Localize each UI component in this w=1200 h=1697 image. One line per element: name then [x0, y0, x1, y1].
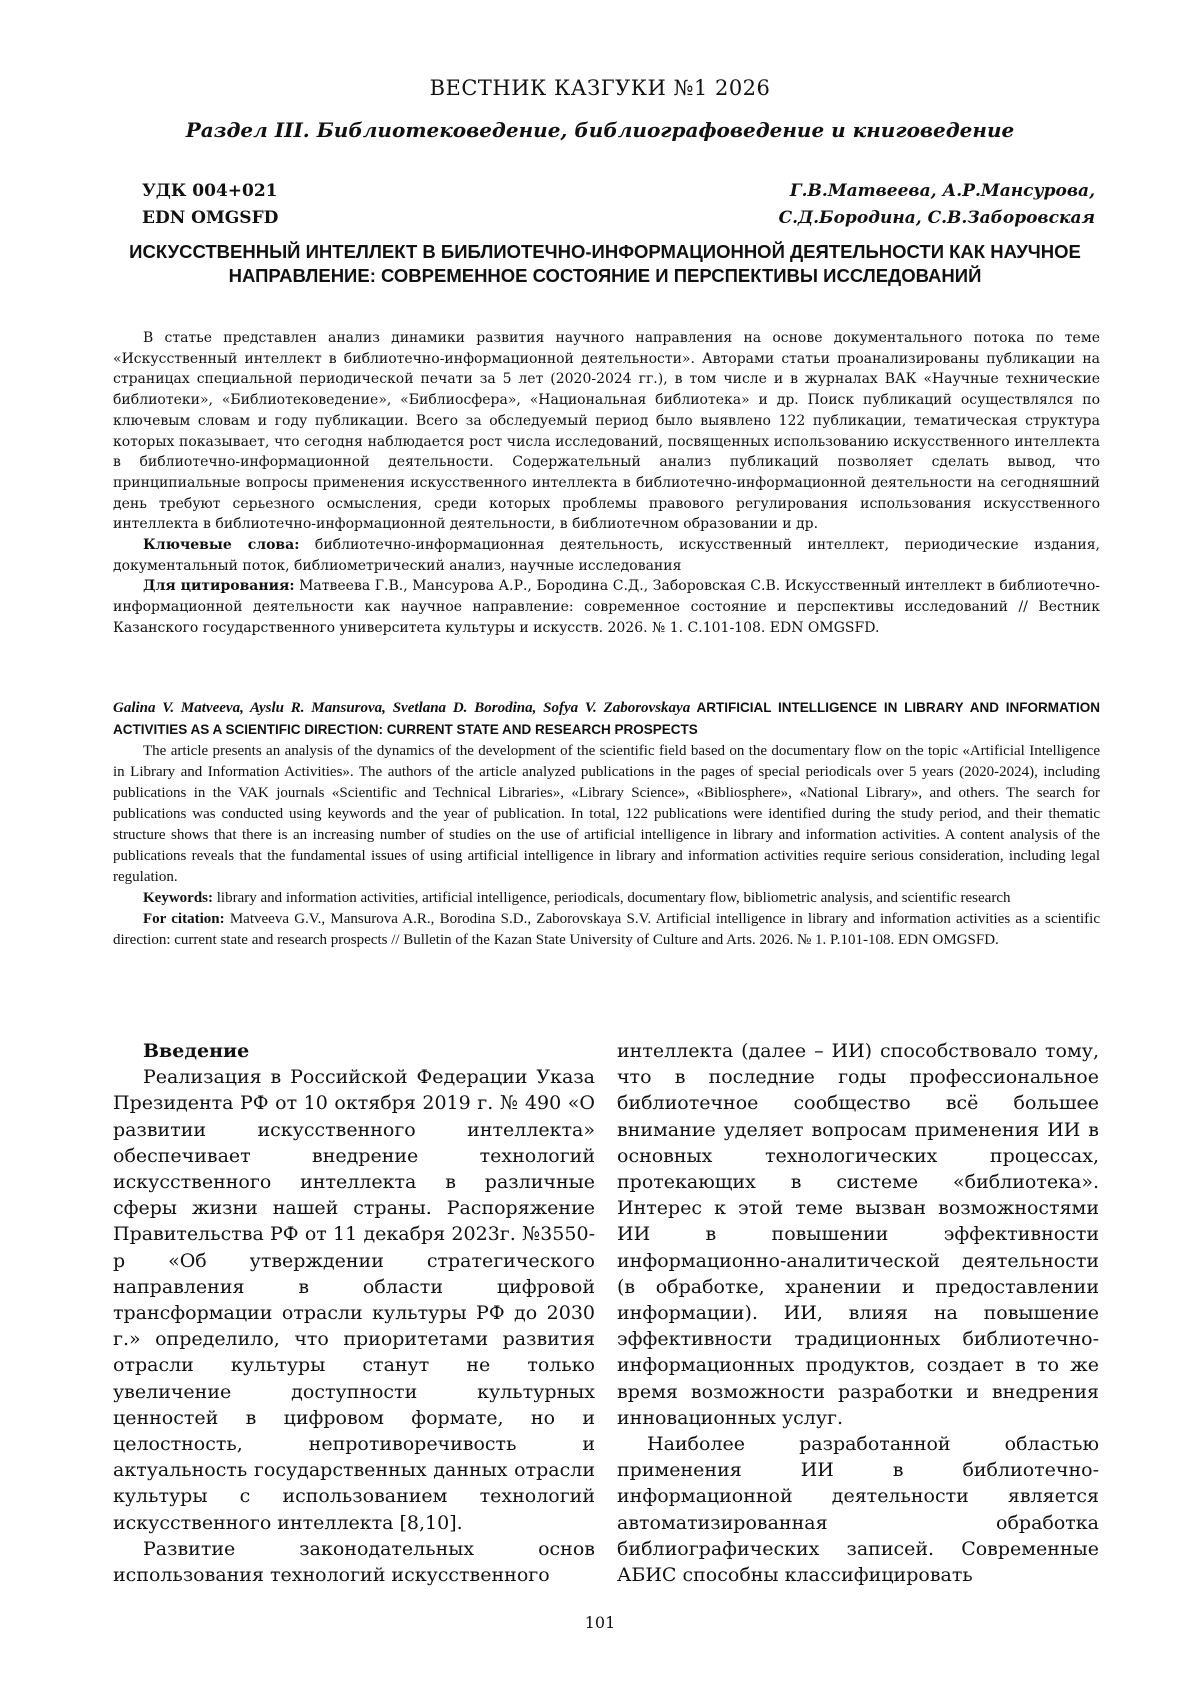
- body-paragraph: Реализация в Российской Федерации Указа Президента РФ от 10 октября 2019 г. № 490 «О развитии искусственного интеллекта» обеспечивает внедрение технологий искусственного интеллекта в различные сферы жизни нашей страны. Распоряжение Правительства РФ от 11 декабря 2023г. №3550-р «Об утверждении стратегического направления в области цифровой трансформации отрасли культуры РФ до 2030 г.» определило, что приоритетами развития отрасли культуры станут не только увеличение доступности культурных ценностей в цифровом формате, но и целостность, непротиворечивость и актуальность государственных данных отрасли культуры с использованием технологий искусственного интеллекта [8,10].: [113, 1066, 595, 1534]
- keywords-en: [113, 888, 1100, 909]
- author-list: [779, 178, 1095, 232]
- edn-code: EDN OMGSFD: [142, 208, 279, 228]
- authors-line-2: С.Д.Бородина, С.В.Заборовская: [778, 208, 1095, 228]
- keywords-ru-label: Ключевые слова:: [143, 537, 300, 554]
- authors-en: Galina V. Matveeva, Ayslu R. Mansurova, Svetlana D. Borodina, Sofya V. Zaborovskaya: [113, 700, 691, 716]
- title-en: ARTIFICIAL INTELLIGENCE IN LIBRARY AND INFORMATION ACTIVITIES AS A SCIENTIFIC DIRECTION: CURRENT STATE AND RESEARCH PROSPECTS: [113, 700, 1100, 737]
- keywords-ru: [113, 535, 1100, 576]
- body-paragraph: Наиболее разработанной областью применения ИИ в библиотечно-информационной деятельности является автоматизированная обработка библиографических записей. Современные АБИС способны классифицировать: [617, 1433, 1099, 1587]
- section-heading: Раздел III. Библиотековедение, библиографоведение и книговедение: [185, 118, 1015, 142]
- citation-en-text: Matveeva G.V., Mansurova A.R., Borodina S.D., Zaborovskaya S.V. Artificial intelligence in library and information activities as a scientific direction: current state and research prospects // Bulletin of the Kazan State University of Culture and Arts. 2026. № 1. P.101-108. EDN OMGSFD.: [113, 911, 1101, 948]
- keywords-ru-text: библиотечно-информационная деятельность, искусственный интеллект, периодические издания, документальный поток, библиометрический анализ, научные исследования: [113, 537, 1101, 574]
- keywords-en-text: library and information activities, artificial intelligence, periodicals, documentary flow, bibliometric analysis, and scientific research: [213, 890, 1011, 906]
- body-column-right: [617, 1038, 1099, 1588]
- article-title: ИСКУССТВЕННЫЙ ИНТЕЛЛЕКТ В БИБЛИОТЕЧНО-ИНФОРМАЦИОННОЙ ДЕЯТЕЛЬНОСТИ КАК НАУЧНОЕ НАПРАВЛЕНИЕ: СОВРЕМЕННОЕ СОСТОЯНИЕ И ПЕРСПЕКТИВЫ ИССЛЕДОВАНИЙ: [129, 241, 1081, 286]
- abstract-en: The article presents an analysis of the dynamics of the development of the scientific field based on the documentary flow on the topic «Artificial Intelligence in Library and Information Activities». The authors of the article analyzed publications in the pages of special periodicals over 5 years (2020-2024), including publications in the VAK journals «Scientific and Technical Libraries», «Library Science», «Bibliosphere», «National Library», and others. The search for publications was conducted using keywords and the year of publication. In total, 122 publications were identified during the study period, and their thematic structure shows that there is an increasing number of studies on the use of artificial intelligence in library and information activities. A content analysis of the publications reveals that the fundamental issues of using artificial intelligence in library and information activities require serious consideration, including legal regulation.: [113, 743, 1100, 885]
- article-identifiers: [142, 178, 278, 232]
- citation-ru-text: Матвеева Г.В., Мансурова А.Р., Бородина С.Д., Заборовская С.В. Искусственный интеллект в библиотечно-информационной деятельности как научное направление: современное состояние и перспективы исследований // Вестник Казанского государственного университета культуры и искусств. 2026. № 1. С.101-108. EDN OMGSFD.: [113, 578, 1101, 636]
- keywords-en-label: Keywords:: [143, 890, 213, 906]
- abstract-ru-block: [113, 328, 1100, 639]
- citation-en-label: For citation:: [143, 911, 225, 927]
- body-paragraph: интеллекта (далее – ИИ) способствовало тому, что в последние годы профессиональное библиотечное сообщество всё большее внимание уделяет вопросам применения ИИ в основных технологических процессах, протекающих в системе «библиотека». Интерес к этой теме вызван возможностями ИИ в повышении эффективности информационно-аналитической деятельности (в обработке, хранении и предоставлении информации). ИИ, влияя на повышение эффективности традиционных библиотечно-информационных продуктов, создает в то же время возможности разработки и внедрения инновационных услуг.: [617, 1040, 1099, 1429]
- authors-line-1: Г.В.Матвеева, А.Р.Мансурова,: [789, 181, 1095, 201]
- english-title-line: [113, 697, 1100, 741]
- citation-ru: [113, 576, 1100, 638]
- citation-ru-label: Для цитирования:: [143, 578, 295, 595]
- journal-header: ВЕСТНИК КАЗГУКИ №1 2026: [429, 76, 771, 100]
- abstract-ru: В статье представлен анализ динамики развития научного направления на основе документального потока по теме «Искусственный интеллект в библиотечно-информационной деятельности». Авторами статьи проанализированы публикации на страницах специальной периодической печати за 5 лет (2020-2024 гг.), в том числе и в журналах ВАК «Научные технические библиотеки», «Библиотековедение», «Библиосфера», «Национальная библиотека» и др. Поиск публикаций осуществлялся по ключевым словам и году публикации. Всего за обследуемый период было выявлено 122 публикации, тематическая структура которых показывает, что сегодня наблюдается рост числа исследований, посвященных использованию искусственного интеллекта в библиотечно-информационной деятельности. Содержательный анализ публикаций позволяет сделать вывод, что принципиальные вопросы применения искусственного интеллекта в библиотечно-информационной деятельности на сегодняшний день требуют серьезного осмысления, среди которых проблемы правового регулирования использования искусственного интеллекта в библиотечно-информационной деятельности, в библиотечном образовании и др.: [113, 330, 1100, 533]
- citation-en: [113, 909, 1100, 951]
- udk-code: УДК 004+021: [142, 181, 278, 201]
- page-number: 101: [584, 1613, 616, 1632]
- body-column-left: [113, 1038, 595, 1588]
- abstract-en-block: [113, 697, 1100, 951]
- body-paragraph: Развитие законодательных основ использования технологий искусственного: [113, 1537, 595, 1587]
- intro-heading: Введение: [143, 1040, 250, 1062]
